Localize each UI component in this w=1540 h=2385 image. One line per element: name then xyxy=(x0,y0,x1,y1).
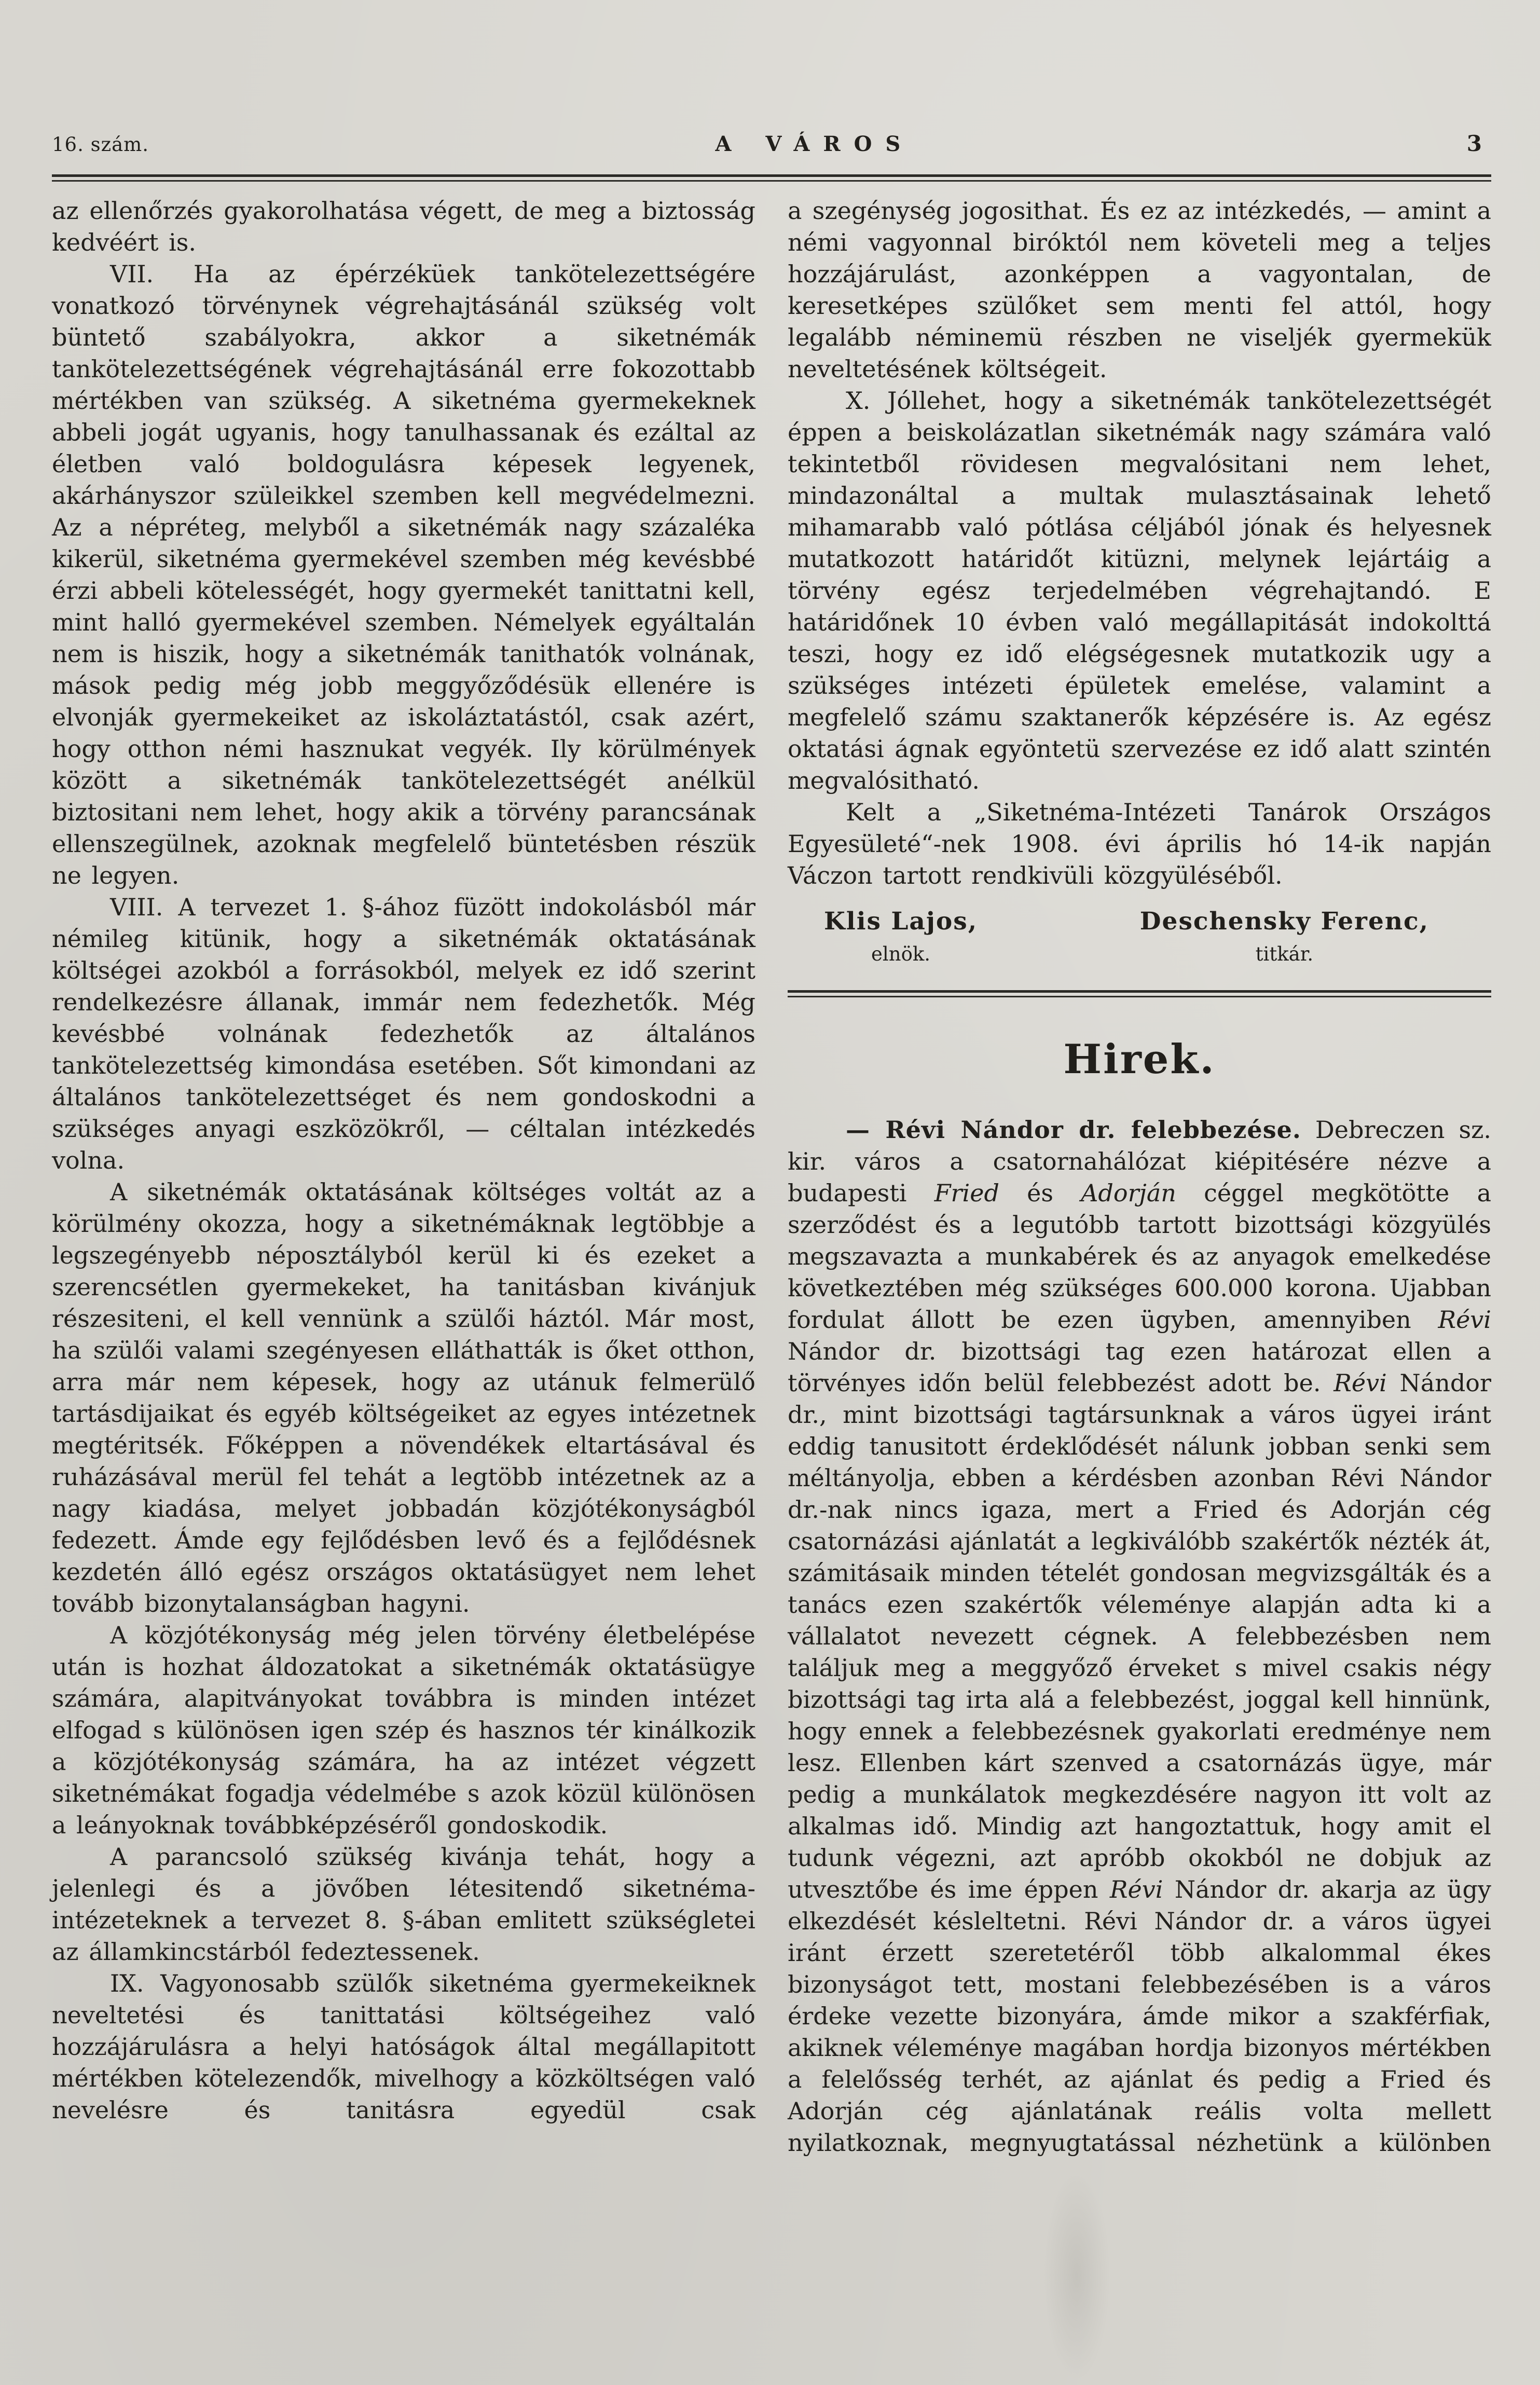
signature-name: Klis Lajos, xyxy=(824,907,978,936)
paragraph: A közjótékonyság még jelen törvény életbelépése után is hozhat áldozatokat a siketnémák oktatásügye számára, alapitványokat továbbra is minden intézet elfogad s különösen igen szép és hasznos tér kinálkozik a közjótékonyság számára, ha az intézet végzett siketnémákat fogadja védelmébe s azok közül különösen a leányoknak továbbképzéséről gondoskodik. xyxy=(52,1621,755,1839)
right-column xyxy=(788,195,1491,2159)
paragraph: A siketnémák oktatásának költséges voltát az a körülmény okozza, hogy a siketnémáknak legtöbbje a legszegényebb néposztályból kerül ki és ezeket a szerencsétlen gyermekeket, ha tanitásban kivánjuk részesiteni, el kell vennünk a szülői háztól. Már most, ha szülői valami szegényesen elláthatták is őket otthon, arra már nem képesek, hogy az utánuk felmerülő tartásdijaikat és egyéb költségeiket az egyes intézetnek megtéritsék. Főképpen a növendékek eltartásával és ruházásával merül fel tehát a legtöbb intézetnek az a nagy kiadása, melyet jobbadán közjótékonyságból fedezett. Ámde egy fejlődésben levő és a fejlődésnek kezdetén álló egész országos oktatásügyet nem lehet tovább bizonytalanságban hagyni. xyxy=(52,1178,755,1618)
section-heading: Hirek. xyxy=(1063,1036,1216,1083)
paragraph: IX. Vagyonosabb szülők siketnéma gyermekeiknek neveltetési és tanittatási költségeihez való hozzájárulásra a helyi hatóságok által megállapitott mértékben kötelezendők, mivelhogy a közköltségen való nevelésre és tanitásra egyedül csak xyxy=(52,1969,755,2124)
signature-role: elnök. xyxy=(871,943,931,965)
news-body: Debreczen sz. kir. város a csatornahálózat kiépitésére nézve a budapesti Fried és Adorján céggel megkötötte a szerződést és a legutóbb tartott bizottsági közgyülés megszavazta a munkabérek és az anyagok emelkedése következtében még szükséges 600.000 korona. Ujabban fordulat állott be ezen ügyben, amennyiben Révi Nándor dr. bizottsági tag ezen határozat ellen a törvényes időn belül felebbezést adott be. Révi Nándor dr., mint bizottsági tagtársunknak a város ügyei iránt eddig tanusitott érdeklődését nálunk jobban senki sem méltányolja, ebben a kérdésben azonban Révi Nándor dr.-nak nincs igaza, mert a Fried és Adorján cég csatornázási ajánlatát a legkiválóbb szakértők nézték át, számitásaik minden tételét gondosan megvizsgálták és a tanács ezen szakértők véleménye alapján adta ki a vállalatot nevezett cégnek. A felebbezésben nem találjuk meg a meggyőző érveket s mivel csakis négy bizottsági tag irta alá a felebbezést, joggal kell hinnünk, hogy ennek a felebbezésnek gyakorlati eredménye nem lesz. Ellenben kárt szenved a csatornázás ügye, már pedig a munkálatok megkezdésére nagyon itt volt az alkalmas idő. Mindig azt hangoztattuk, hogy amit el tudunk végezni, azt apróbb okokból ne dobjuk az utvesztőbe és ime éppen Révi Nándor dr. akarja az ügy elkezdését késleltetni. Révi Nándor dr. a város ügyei iránt érzett szeretetéről több alkalommal ékes bizonyságot tett, mostani felebbezésében is a város érdeke vezette bizonyára, ámde mikor a szakférfiak, akiknek véleménye magában hordja bizonyos mértékben a felelősség terhét, az ajánlat és pedig a Fried és Adorján cég ajánlatának reális volta mellett nyilatkoznak, megnyugtatással nézhetünk a különben xyxy=(788,1116,1491,2157)
newspaper-title: A VÁROS xyxy=(715,132,914,156)
news-item xyxy=(788,1114,1491,2159)
signature-secretary xyxy=(1140,907,1429,965)
paragraph: az ellenőrzés gyakorolhatása végett, de meg a biztosság kedvéért is. xyxy=(52,197,755,256)
section-rule xyxy=(788,990,1491,997)
paragraph: VIII. A tervezet 1. §-ához füzött indokolásból már némileg kitünik, hogy a siketnémák oktatásának költségei azokból a forrásokból, melyek ez idő szerint rendelkezésre állanak, immár nem fedezhetők. Még kevésbbé volnának fedezhetők az általános tankötelezettség kimondása esetében. Sőt kimondani az általános tankötelezettséget és nem gondoskodni a szükséges anyagi eszközökről, — céltalan intézkedés volna. xyxy=(52,893,755,1174)
page-header xyxy=(52,131,1491,168)
header-rule xyxy=(52,174,1491,182)
paragraph: A parancsoló szükség kivánja tehát, hogy a jelenlegi és a jövőben létesitendő siketnéma-intézeteknek a tervezet 8. §-ában emlitett szükségletei az államkincstárból fedeztessenek. xyxy=(52,1843,755,1966)
issue-number: 16. szám. xyxy=(52,133,149,156)
paragraph: VII. Ha az épérzéküek tankötelezettségére vonatkozó törvénynek végrehajtásánál szükség volt büntető szabályokra, akkor a siketnémák tankötelezettségének végrehajtásánál erre fokozottabb mértékben van szükség. A siketnéma gyermekeknek abbeli jogát ugyanis, hogy tanulhassanak és ezáltal az életben való boldogulásra képesek legyenek, akárhányszor szüleikkel szemben kell megvédelmezni. Az a népréteg, melyből a siketnémák nagy százaléka kikerül, siketnéma gyermekével szemben még kevésbbé érzi abbeli kötelességét, hogy gyermekét tanittatni kell, mint halló gyermekével szemben. Némelyek egyáltalán nem is hiszik, hogy a siketnémák tanithatók volnának, mások pedig még jobb meggyőződésük ellenére is elvonják gyermekeiket az iskoláztatástól, csak azért, hogy otthon némi hasznukat vegyék. Ily körülmények között a siketnémák tankötelezettségét anélkül biztositani nem lehet, hogy akik a törvény parancsának ellenszegülnek, azoknak megfelelő büntetésben részük ne legyen. xyxy=(52,260,755,889)
left-column xyxy=(52,195,755,2159)
paragraph: a szegénység jogosithat. És ez az intézkedés, — amint a némi vagyonnal biróktól nem követeli meg a teljes hozzájárulást, azonképpen a vagyontalan, de keresetképes szülőket sem menti fel attól, hogy legalább néminemü részben ne viseljék gyermekük neveltetésének költségeit. xyxy=(788,197,1491,383)
signature-president xyxy=(824,907,978,965)
signature-block xyxy=(788,907,1491,965)
article-body xyxy=(52,195,1491,2159)
dateline: Kelt a „Siketnéma-Intézeti Tanárok Országos Egyesületé“-nek 1908. évi április hó 14-ik napján Váczon tartott rendkivüli közgyüléséből. xyxy=(788,798,1491,889)
news-lead: — Révi Nándor dr. felebbezése. xyxy=(846,1116,1301,1144)
page-number: 3 xyxy=(1466,131,1482,156)
signature-role: titkár. xyxy=(1255,943,1314,965)
scan-stain xyxy=(1043,2169,1110,2382)
signature-name: Deschensky Ferenc, xyxy=(1139,907,1429,936)
paragraph: X. Jóllehet, hogy a siketnémák tankötelezettségét éppen a beiskolázatlan siketnémák nagy számára való tekintetből rövidesen megvalósitani nem lehet, mindazonáltal a multak mulasztásainak lehető mihamarabb való pótlása céljából jónak és helyesnek mutatkozott határidőt kitüzni, melynek lejártáig a törvény egész terjedelmében végrehajtandó. E határidőnek 10 évben való megállapitását indokolttá teszi, hogy ez idő elégségesnek mutatkozik ugy a szükséges intézeti épületek emelése, valamint a megfelelő számu szaktanerők képzésére is. Az egész oktatási ágnak egyöntetü szervezése ez idő alatt szintén megvalósitható. xyxy=(788,387,1491,794)
